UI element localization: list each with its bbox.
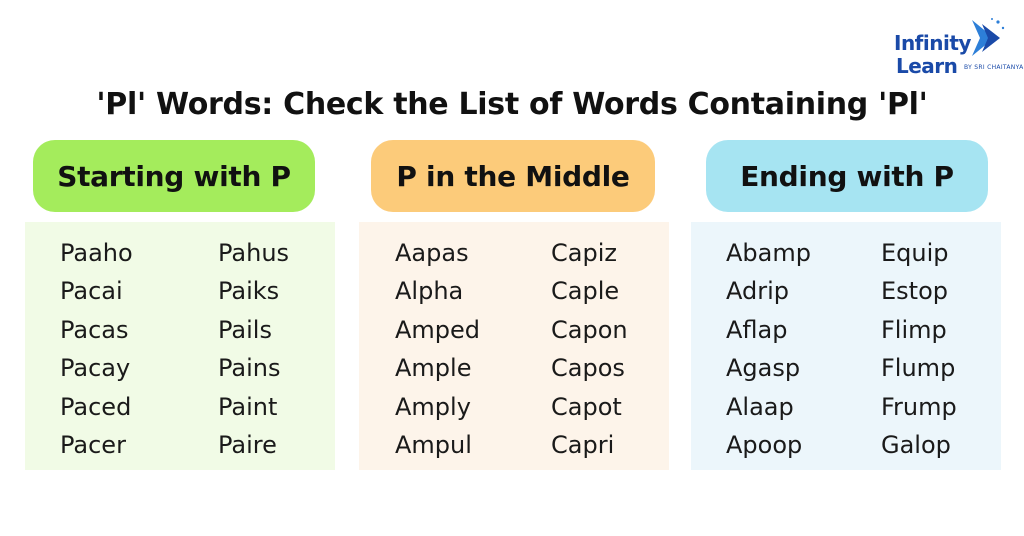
word-item: Paire xyxy=(218,430,277,459)
word-panel-ending-with-p xyxy=(691,222,1001,470)
word-item: Estop xyxy=(881,277,948,306)
word-panel-p-in-the-middle xyxy=(359,222,669,470)
word-item: Capiz xyxy=(551,239,617,267)
word-item: Flimp xyxy=(881,315,947,344)
word-item: Pails xyxy=(218,315,272,344)
chevron-arrow-icon xyxy=(968,16,1008,60)
word-item: Capot xyxy=(551,392,622,421)
word-item: Galop xyxy=(881,430,951,459)
word-column xyxy=(881,234,957,464)
word-column xyxy=(726,234,811,464)
heading-starting-with-p: Starting with P xyxy=(33,140,315,212)
word-item: Pacer xyxy=(60,430,126,459)
word-item: Pacay xyxy=(60,354,131,383)
word-item: Aapas xyxy=(395,239,469,267)
word-panel-starting-with-p xyxy=(25,222,335,470)
word-item: Agasp xyxy=(726,354,801,383)
word-item: Pacai xyxy=(60,277,123,306)
word-item: Ample xyxy=(395,354,472,383)
word-item: Alpha xyxy=(395,277,464,306)
word-item: Abamp xyxy=(726,239,811,267)
word-item: Alaap xyxy=(726,392,794,421)
word-item: Amped xyxy=(395,315,481,344)
word-item: Paiks xyxy=(218,277,280,306)
heading-ending-with-p: Ending with P xyxy=(706,140,988,212)
word-column xyxy=(395,234,480,464)
word-column xyxy=(218,234,289,464)
word-item: Paint xyxy=(218,392,278,421)
word-item: Flump xyxy=(881,354,956,383)
logo-byline: BY SRI CHAITANYA xyxy=(964,64,1024,71)
word-item: Paced xyxy=(60,392,132,421)
word-item: Capon xyxy=(551,315,628,344)
word-item: Pacas xyxy=(60,315,129,344)
word-column xyxy=(551,234,628,464)
word-item: Amply xyxy=(395,392,471,421)
word-item: Adrip xyxy=(726,277,789,306)
word-item: Caple xyxy=(551,277,620,306)
page-title: 'Pl' Words: Check the List of Words Containing 'Pl' xyxy=(96,87,928,122)
heading-p-in-the-middle: P in the Middle xyxy=(371,140,655,212)
logo-text-infinity: Infinity xyxy=(894,31,971,55)
word-item: Aflap xyxy=(726,315,788,344)
word-item: Capos xyxy=(551,354,625,383)
logo-text-learn: Learn xyxy=(896,54,958,78)
word-item: Ampul xyxy=(395,430,472,459)
word-item: Apoop xyxy=(726,430,803,459)
word-item: Pahus xyxy=(218,239,290,267)
infinity-learn-logo xyxy=(888,10,1024,82)
word-item: Frump xyxy=(881,392,957,421)
word-item: Pains xyxy=(218,354,281,383)
word-column xyxy=(60,234,133,464)
word-item: Equip xyxy=(881,239,949,267)
word-item: Paaho xyxy=(60,239,133,267)
word-item: Capri xyxy=(551,430,615,459)
